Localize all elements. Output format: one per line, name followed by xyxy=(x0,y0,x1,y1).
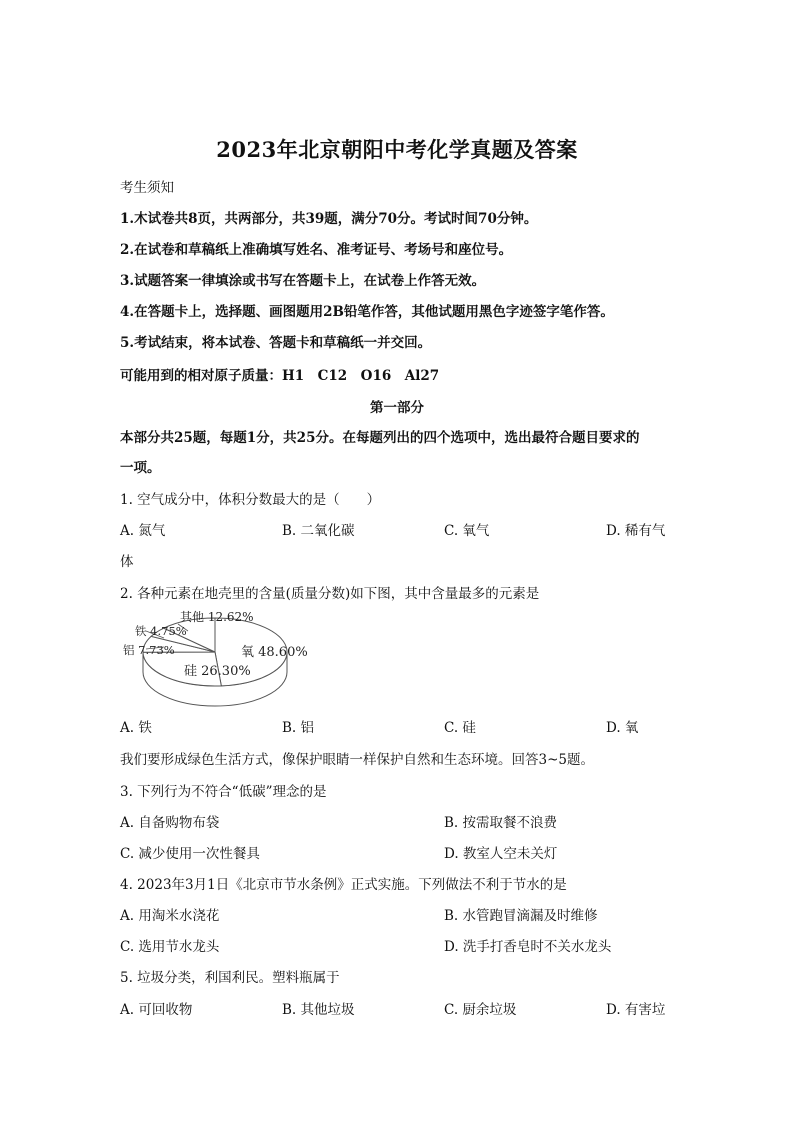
q4-option-d: D. 洗手打香皂时不关水龙头 xyxy=(444,939,612,955)
pie-label-oxygen: 氧 48.60% xyxy=(241,645,308,660)
question-5-stem: 5. 垃圾分类，利国利民。塑料瓶属于 xyxy=(120,970,340,986)
notice-item: 1.木试卷共8页，共两部分，共39题，满分70分。考试时间70分钟。 xyxy=(120,211,538,227)
q1-option-d-wrap: 体 xyxy=(120,554,134,570)
q2-option-a: A. 铁 xyxy=(120,720,152,736)
q5-option-d: D. 有害垃 xyxy=(606,1002,666,1018)
part-intro-cont: 一项。 xyxy=(120,460,161,476)
q1-option-d: D. 稀有气 xyxy=(606,523,666,539)
pie-label-iron: 铁 4.75% xyxy=(135,624,187,638)
q1-option-b: B. 二氧化碳 xyxy=(282,523,355,539)
q4-option-b: B. 水管跑冒滴漏及时维修 xyxy=(444,908,598,924)
crust-element-pie-chart xyxy=(118,604,308,710)
page-title: 2023年北京朝阳中考化学真题及答案 xyxy=(216,137,578,162)
question-3-stem: 3. 下列行为不符合“低碳”理念的是 xyxy=(120,784,327,800)
question-4-stem: 4. 2023年3月1日《北京市节水条例》正式实施。下列做法不利于节水的是 xyxy=(120,877,567,893)
part-heading: 第一部分 xyxy=(370,400,424,416)
q2-option-c: C. 硅 xyxy=(444,720,476,736)
pie-label-other: 其他 12.62% xyxy=(180,610,254,624)
atomic-mass-line: 可能用到的相对原子质量：H1 C12 O16 Al27 xyxy=(120,368,440,384)
q4-option-a: A. 用淘米水浇花 xyxy=(120,908,220,924)
pie-label-aluminum: 铝 7.73% xyxy=(123,643,175,657)
q2-option-b: B. 铝 xyxy=(282,720,315,736)
q5-option-c: C. 厨余垃圾 xyxy=(444,1002,517,1018)
q2-option-d: D. 氧 xyxy=(606,720,639,736)
q3-option-d: D. 教室人空未关灯 xyxy=(444,846,558,862)
q5-option-a: A. 可回收物 xyxy=(120,1002,193,1018)
pie-label-silicon: 硅 26.30% xyxy=(184,664,251,679)
notice-item: 2.在试卷和草稿纸上准确填写姓名、准考证号、考场号和座位号。 xyxy=(120,242,513,258)
q3-option-a: A. 自备购物布袋 xyxy=(120,815,220,831)
q1-option-a: A. 氮气 xyxy=(120,523,166,539)
notice-heading: 考生须知 xyxy=(120,180,174,196)
notice-item: 4.在答题卡上，选择题、画图题用2B铅笔作答，其他试题用黑色字迹签字笔作答。 xyxy=(120,304,614,320)
context-3-5: 我们要形成绿色生活方式，像保护眼睛一样保护自然和生态环境。回答3~5题。 xyxy=(120,752,594,768)
question-1-stem: 1. 空气成分中，体积分数最大的是（ ） xyxy=(120,492,381,508)
notice-item: 3.试题答案一律填涂或书写在答题卡上，在试卷上作答无效。 xyxy=(120,273,486,289)
q4-option-c: C. 选用节水龙头 xyxy=(120,939,220,955)
q1-option-c: C. 氧气 xyxy=(444,523,490,539)
q3-option-b: B. 按需取餐不浪费 xyxy=(444,815,558,831)
question-2-stem: 2. 各种元素在地壳里的含量(质量分数)如下图，其中含量最多的元素是 xyxy=(120,586,540,602)
q5-option-b: B. 其他垃圾 xyxy=(282,1002,355,1018)
notice-item: 5.考试结束，将本试卷、答题卡和草稿纸一并交回。 xyxy=(120,335,432,351)
part-intro: 本部分共25题，每题1分，共25分。在每题列出的四个选项中，选出最符合题目要求的 xyxy=(120,430,640,446)
q3-option-c: C. 减少使用一次性餐具 xyxy=(120,846,260,862)
